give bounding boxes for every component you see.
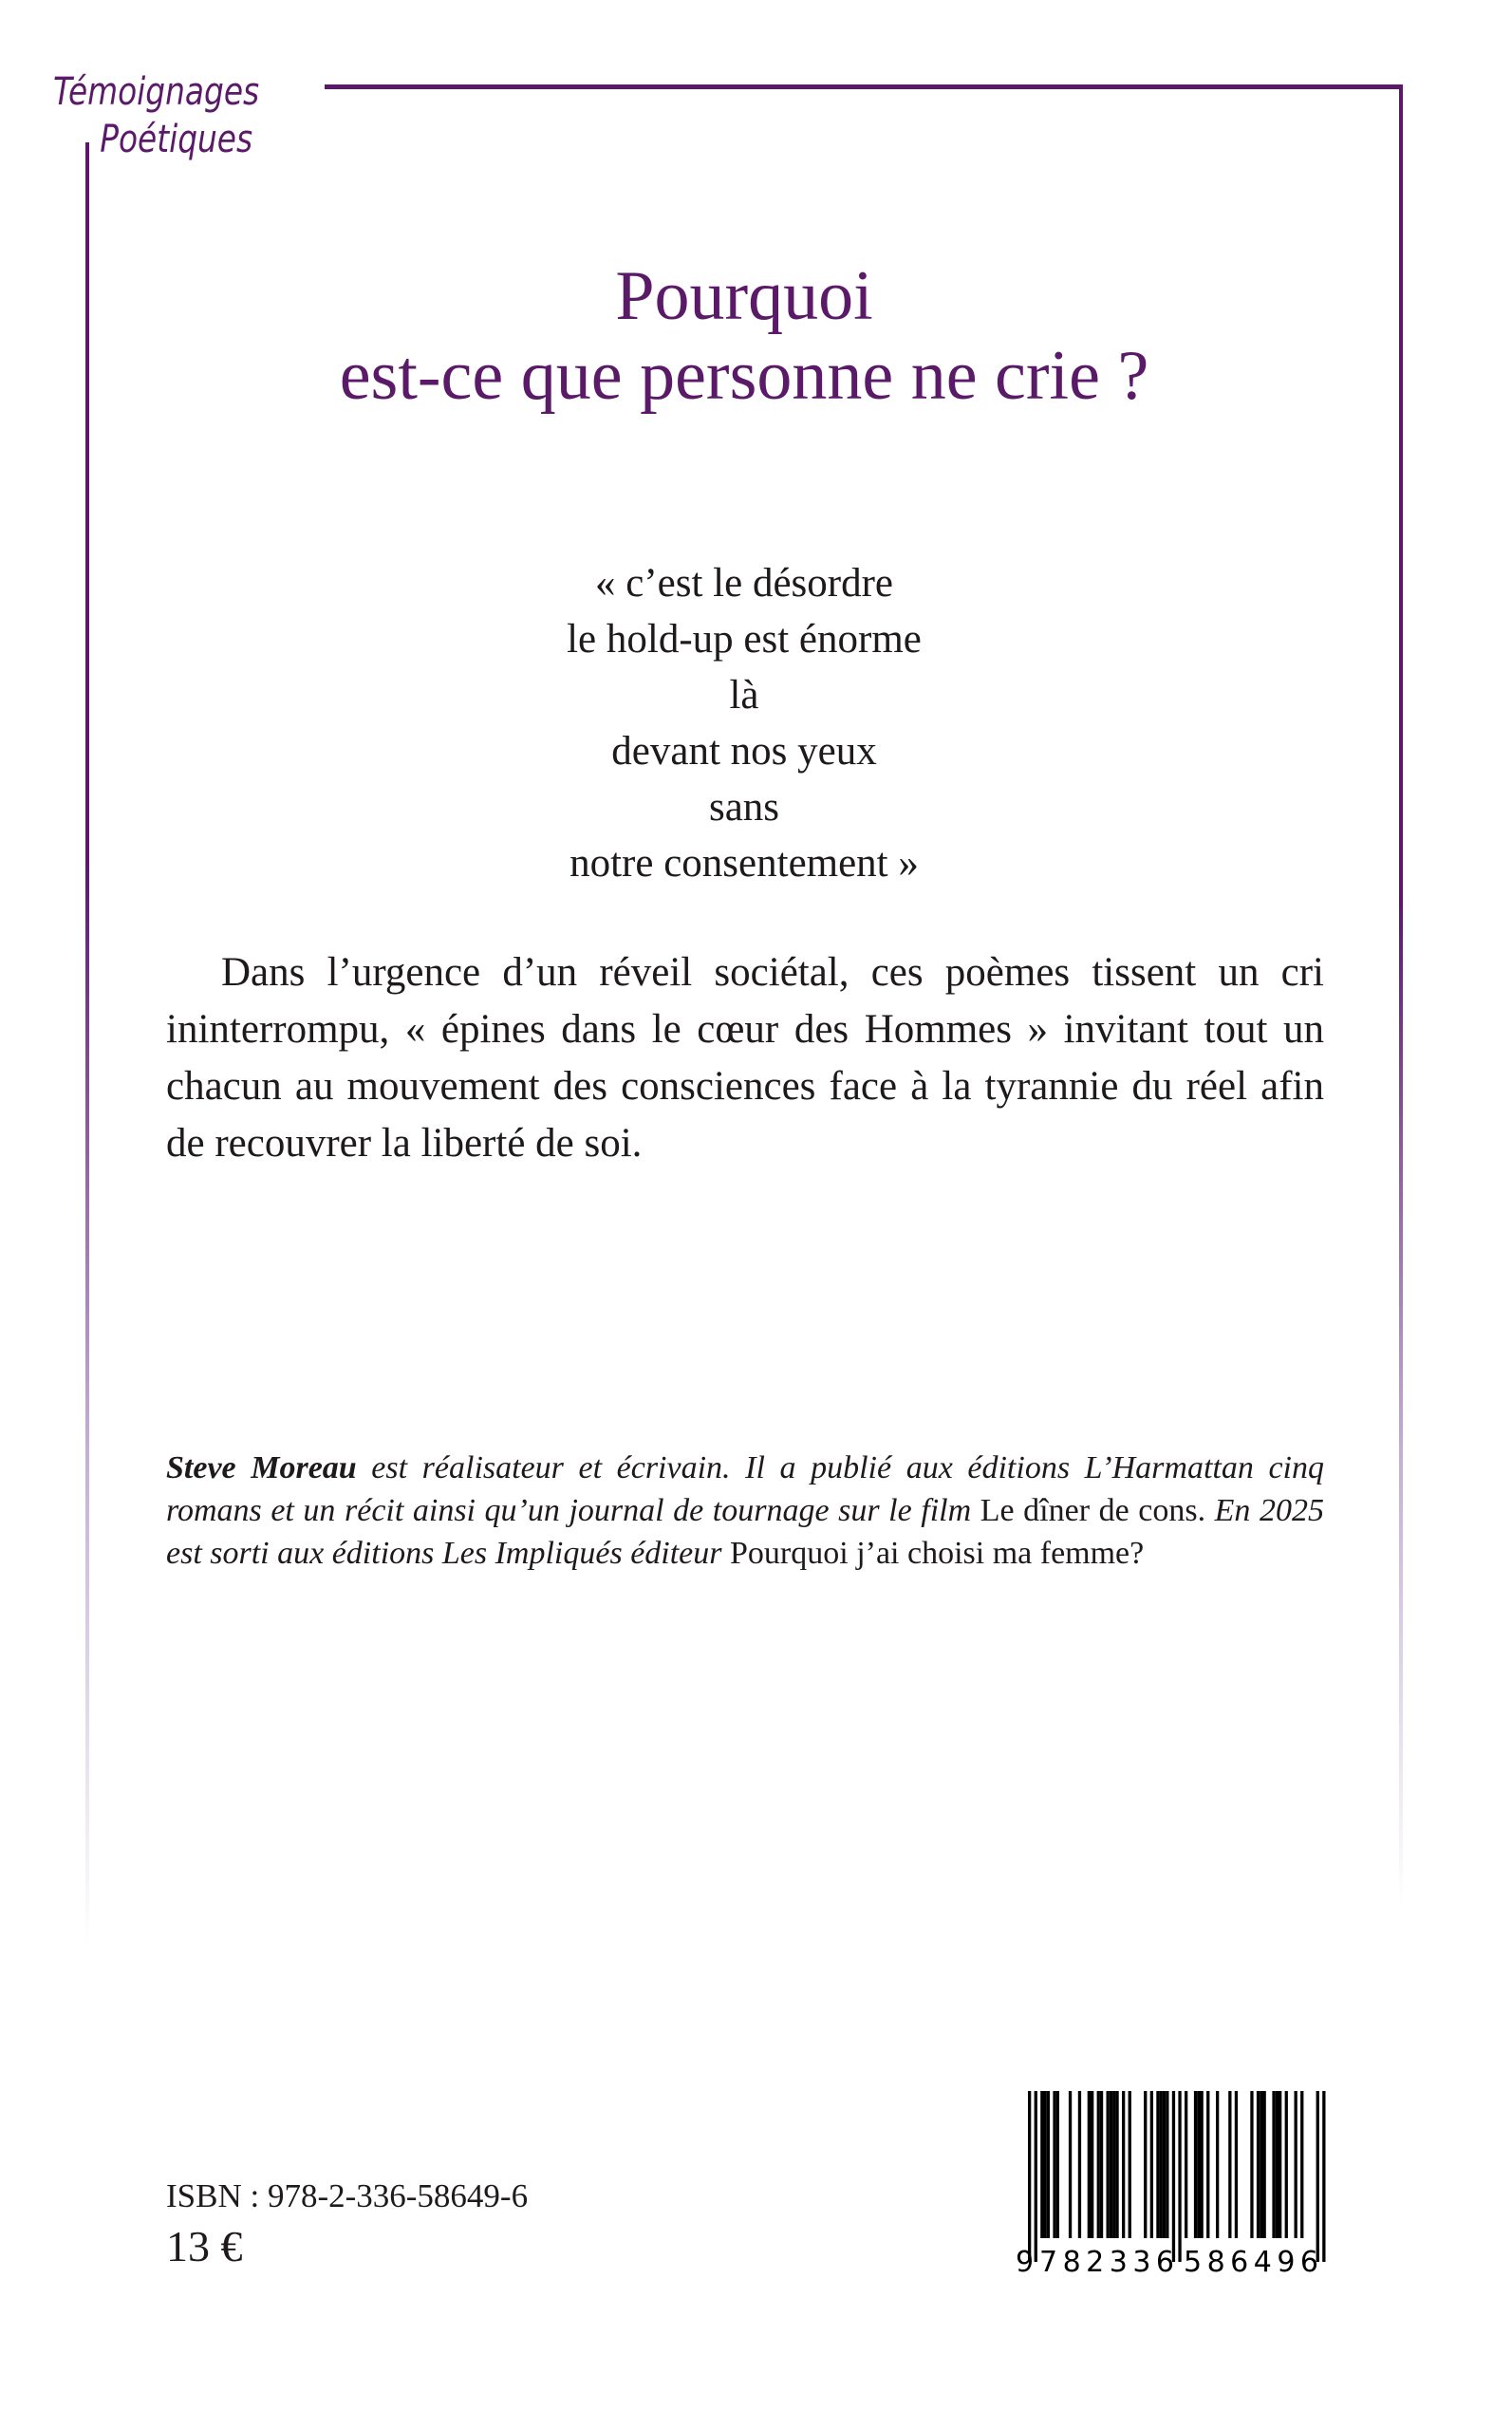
barcode-bar <box>1088 2091 1091 2238</box>
barcode-bar <box>1250 2091 1253 2238</box>
barcode <box>1012 2088 1335 2278</box>
barcode-bar <box>1100 2091 1103 2238</box>
barcode-bar <box>1040 2091 1043 2238</box>
barcode-bar <box>1316 2091 1319 2262</box>
collection-line-2: Poétiques <box>100 118 253 161</box>
barcode-bar <box>1295 2091 1297 2238</box>
poem-line: sans <box>708 785 780 830</box>
barcode-bar <box>1035 2091 1037 2262</box>
barcode-bar <box>1263 2091 1266 2238</box>
bio-text-2: En 2025 est sorti aux éditions Les Impliqués éditeur <box>166 1493 1324 1571</box>
barcode-bar <box>1276 2091 1279 2238</box>
barcode-bar <box>1206 2091 1209 2238</box>
barcode-bar <box>1107 2091 1110 2238</box>
barcode-bar <box>1112 2091 1115 2238</box>
barcode-bar <box>1047 2091 1050 2238</box>
poem-line: là <box>729 673 759 718</box>
barcode-bar <box>1091 2091 1093 2238</box>
poem-line: « c’est le désordre <box>595 561 893 606</box>
barcode-bar <box>1097 2091 1100 2238</box>
barcode-bar <box>1053 2091 1055 2238</box>
price-label: 13 € <box>166 2222 243 2270</box>
barcode-bar <box>1044 2091 1047 2238</box>
barcode-bar <box>1285 2091 1288 2238</box>
barcode-bar <box>1235 2091 1238 2238</box>
barcode-bar <box>1069 2091 1072 2238</box>
barcode-bar <box>1257 2091 1260 2238</box>
poem-excerpt <box>0 555 1488 891</box>
bio-film: Le dîner de cons. <box>980 1493 1206 1528</box>
poem-line: le hold-up est énorme <box>567 617 922 662</box>
poem-line: notre consentement » <box>569 841 919 886</box>
barcode-bar <box>1122 2091 1125 2238</box>
barcode-bar <box>1185 2091 1187 2238</box>
barcode-bar <box>1144 2091 1147 2238</box>
barcode-bar <box>1078 2091 1081 2238</box>
summary-paragraph: Dans l’urgence d’un réveil sociétal, ces poèmes tissent un cri ininterrompu, « épines dans le cœur des Hommes » invitant tout un chacun au mouvement des consciences face à la tyrannie du réel afin de recouvrer la liberté de soi. <box>166 950 1324 1166</box>
book-title-line-2: est-ce que personne ne crie ? <box>339 337 1149 415</box>
barcode-right-digits: 586496 <box>1184 2246 1318 2278</box>
book-title-line-1: Pourquoi <box>615 257 873 335</box>
barcode-bars <box>1028 2091 1326 2262</box>
barcode-bar <box>1194 2091 1197 2238</box>
barcode-bar <box>1197 2091 1200 2238</box>
bio-text-1: est réalisateur et écrivain. Il a publié aux éditions L’Harmattan cinq romans et un récit ainsi qu’un journal de tournage sur le film <box>166 1450 1324 1528</box>
barcode-bar <box>1216 2091 1219 2238</box>
bio-book: Pourquoi j’ai choisi ma femme? <box>730 1536 1145 1571</box>
barcode-bar <box>1056 2091 1059 2238</box>
barcode-bar <box>1156 2091 1159 2238</box>
barcode-bar <box>1279 2091 1281 2238</box>
barcode-bar <box>1166 2091 1168 2238</box>
barcode-bar <box>1300 2091 1303 2238</box>
isbn-label: ISBN : 978-2-336-58649-6 <box>166 2177 529 2214</box>
barcode-left-digits: 782336 <box>1039 2246 1174 2278</box>
barcode-bar <box>1172 2091 1175 2262</box>
barcode-bar <box>1150 2091 1153 2238</box>
barcode-bar <box>1115 2091 1118 2238</box>
barcode-bar <box>1272 2091 1275 2238</box>
barcode-bar <box>1201 2091 1204 2238</box>
barcode-first-digit: 9 <box>1016 2246 1035 2278</box>
barcode-bar <box>1160 2091 1163 2238</box>
barcode-bar <box>1028 2091 1031 2262</box>
barcode-bar <box>1322 2091 1325 2262</box>
barcode-bar <box>1228 2091 1231 2238</box>
frame-top-border <box>325 84 1403 89</box>
author-name: Steve Moreau <box>166 1450 357 1485</box>
barcode-bar <box>1260 2091 1262 2238</box>
barcode-bar <box>1110 2091 1112 2238</box>
barcode-bar <box>1163 2091 1166 2238</box>
collection-line-1: Témoignages <box>53 70 260 114</box>
barcode-bar <box>1129 2091 1131 2238</box>
poem-line: devant nos yeux <box>611 729 877 774</box>
barcode-bar <box>1178 2091 1181 2262</box>
author-bio <box>166 1447 1324 1575</box>
